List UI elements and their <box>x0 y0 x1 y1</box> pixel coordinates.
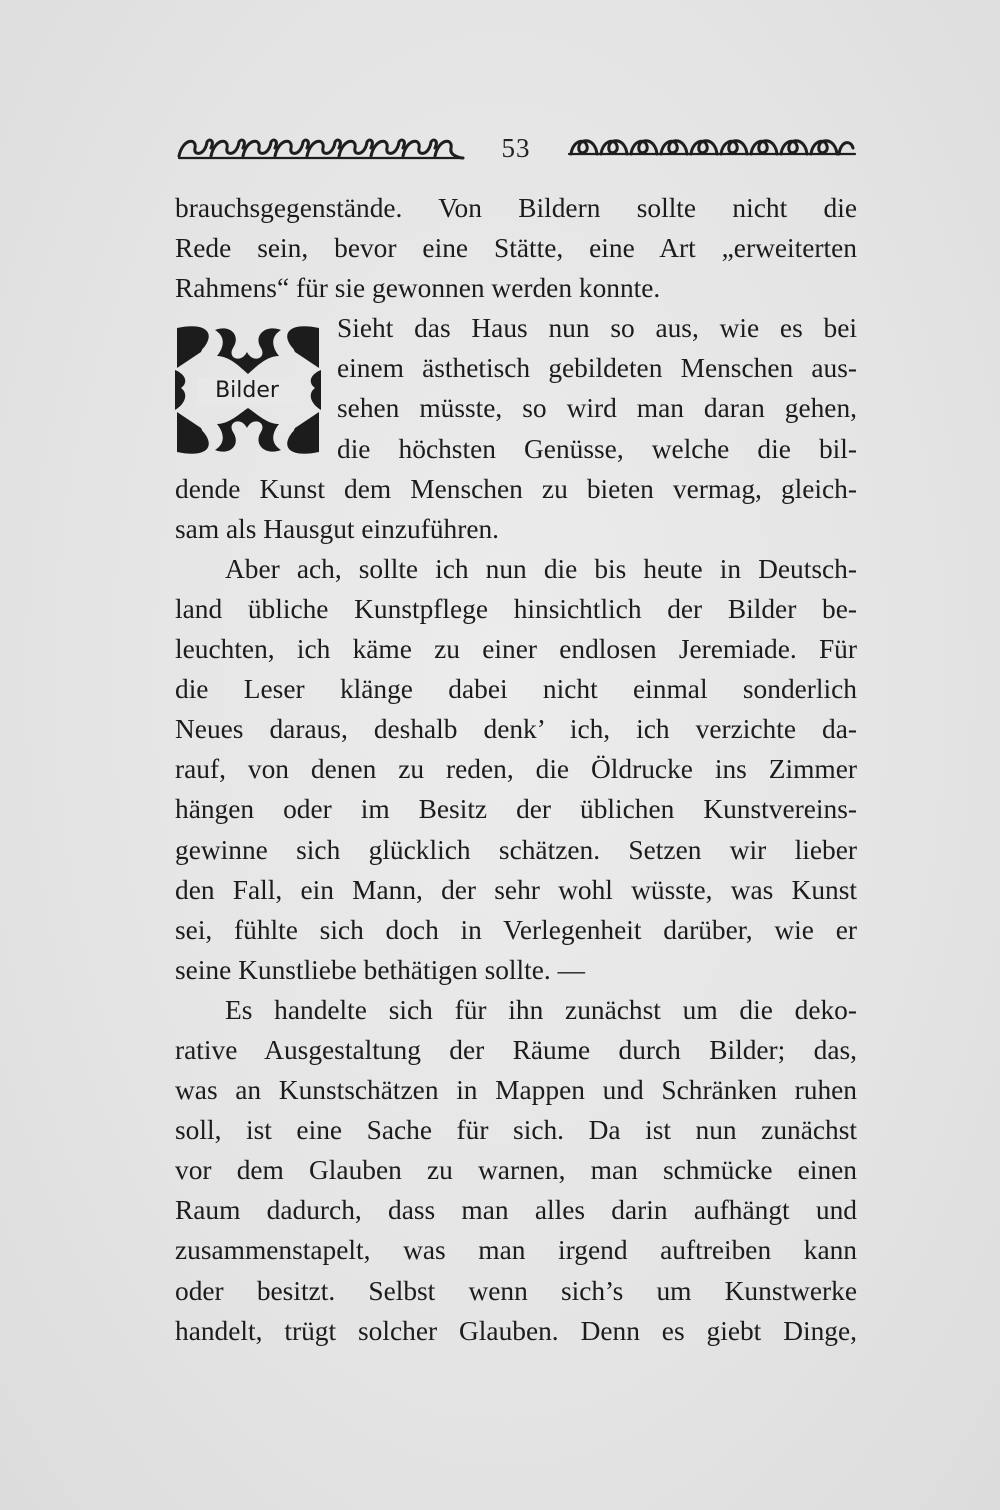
text-line: Es handelte sich für ihn zunächst um die deko- <box>225 994 857 1025</box>
text-line: Rede sein, bevor eine Stätte, eine Art „erweiterten <box>175 233 857 264</box>
text-line: oder besitzt. Selbst wenn sich’s um Kunstwerke <box>175 1275 857 1306</box>
text-line: land übliche Kunstpflege hinsichtlich der Bilder be- <box>175 593 857 624</box>
text-line: rauf, von denen zu reden, die Öldrucke ins Zimmer <box>175 754 857 785</box>
text-line: Raum dadurch, dass man alles darin aufhängt und <box>175 1195 857 1226</box>
page-number: 53 <box>501 132 531 163</box>
initial-label: Bilder <box>197 378 297 404</box>
text-line: dende Kunst dem Menschen zu bieten vermag, gleich- <box>175 473 857 504</box>
text-line: rative Ausgestaltung der Räume durch Bilder; das, <box>175 1034 857 1065</box>
text-line: sam als Hausgut einzuführen. <box>175 513 500 544</box>
text-line: leuchten, ich käme zu einer endlosen Jeremiade. Für <box>175 634 857 665</box>
text-line: sehen müsste, so wird man daran gehen, <box>337 393 857 424</box>
text-line: soll, ist eine Sache für sich. Da ist nun zunächst <box>175 1115 857 1146</box>
scroll-ornament-icon <box>567 134 857 162</box>
text-line: sei, fühlte sich doch in Verlegenheit darüber, wie er <box>175 914 857 945</box>
text-line: einem ästhetisch gebildeten Menschen aus- <box>337 353 857 384</box>
text-line: brauchsgegenstände. Von Bildern sollte nicht die <box>175 193 857 223</box>
text-line: zusammenstapelt, was man irgend auftreiben kann <box>175 1235 857 1266</box>
text-line: Sieht das Haus nun so aus, wie es bei <box>337 313 857 344</box>
body-text <box>175 188 857 1351</box>
running-header <box>175 128 857 168</box>
text-line: was an Kunstschätzen in Mappen und Schränken ruhen <box>175 1075 857 1106</box>
text-line: Rahmens“ für sie gewonnen werden konnte. <box>175 273 661 304</box>
text-line: gewinne sich glücklich schätzen. Setzen wir lieber <box>175 834 857 865</box>
text-line: Neues daraus, deshalb denk’ ich, ich verzichte da- <box>175 714 857 745</box>
scroll-ornament-icon <box>175 134 465 162</box>
text-line: vor dem Glauben zu warnen, man schmücke einen <box>175 1155 857 1186</box>
text-line: hängen oder im Besitz der üblichen Kunstvereins- <box>175 794 857 825</box>
text-line: Aber ach, sollte ich nun die bis heute in Deutsch- <box>225 553 857 584</box>
text-line: seine Kunstliebe bethätigen sollte. — <box>175 954 586 985</box>
text-line: die Leser klänge dabei nicht einmal sonderlich <box>175 674 857 705</box>
text-line: die höchsten Genüsse, welche die bil- <box>337 433 857 464</box>
text-line: handelt, trügt solcher Glauben. Denn es giebt Dinge, <box>175 1315 857 1346</box>
text-line: den Fall, ein Mann, der sehr wohl wüsste, was Kunst <box>175 874 857 905</box>
